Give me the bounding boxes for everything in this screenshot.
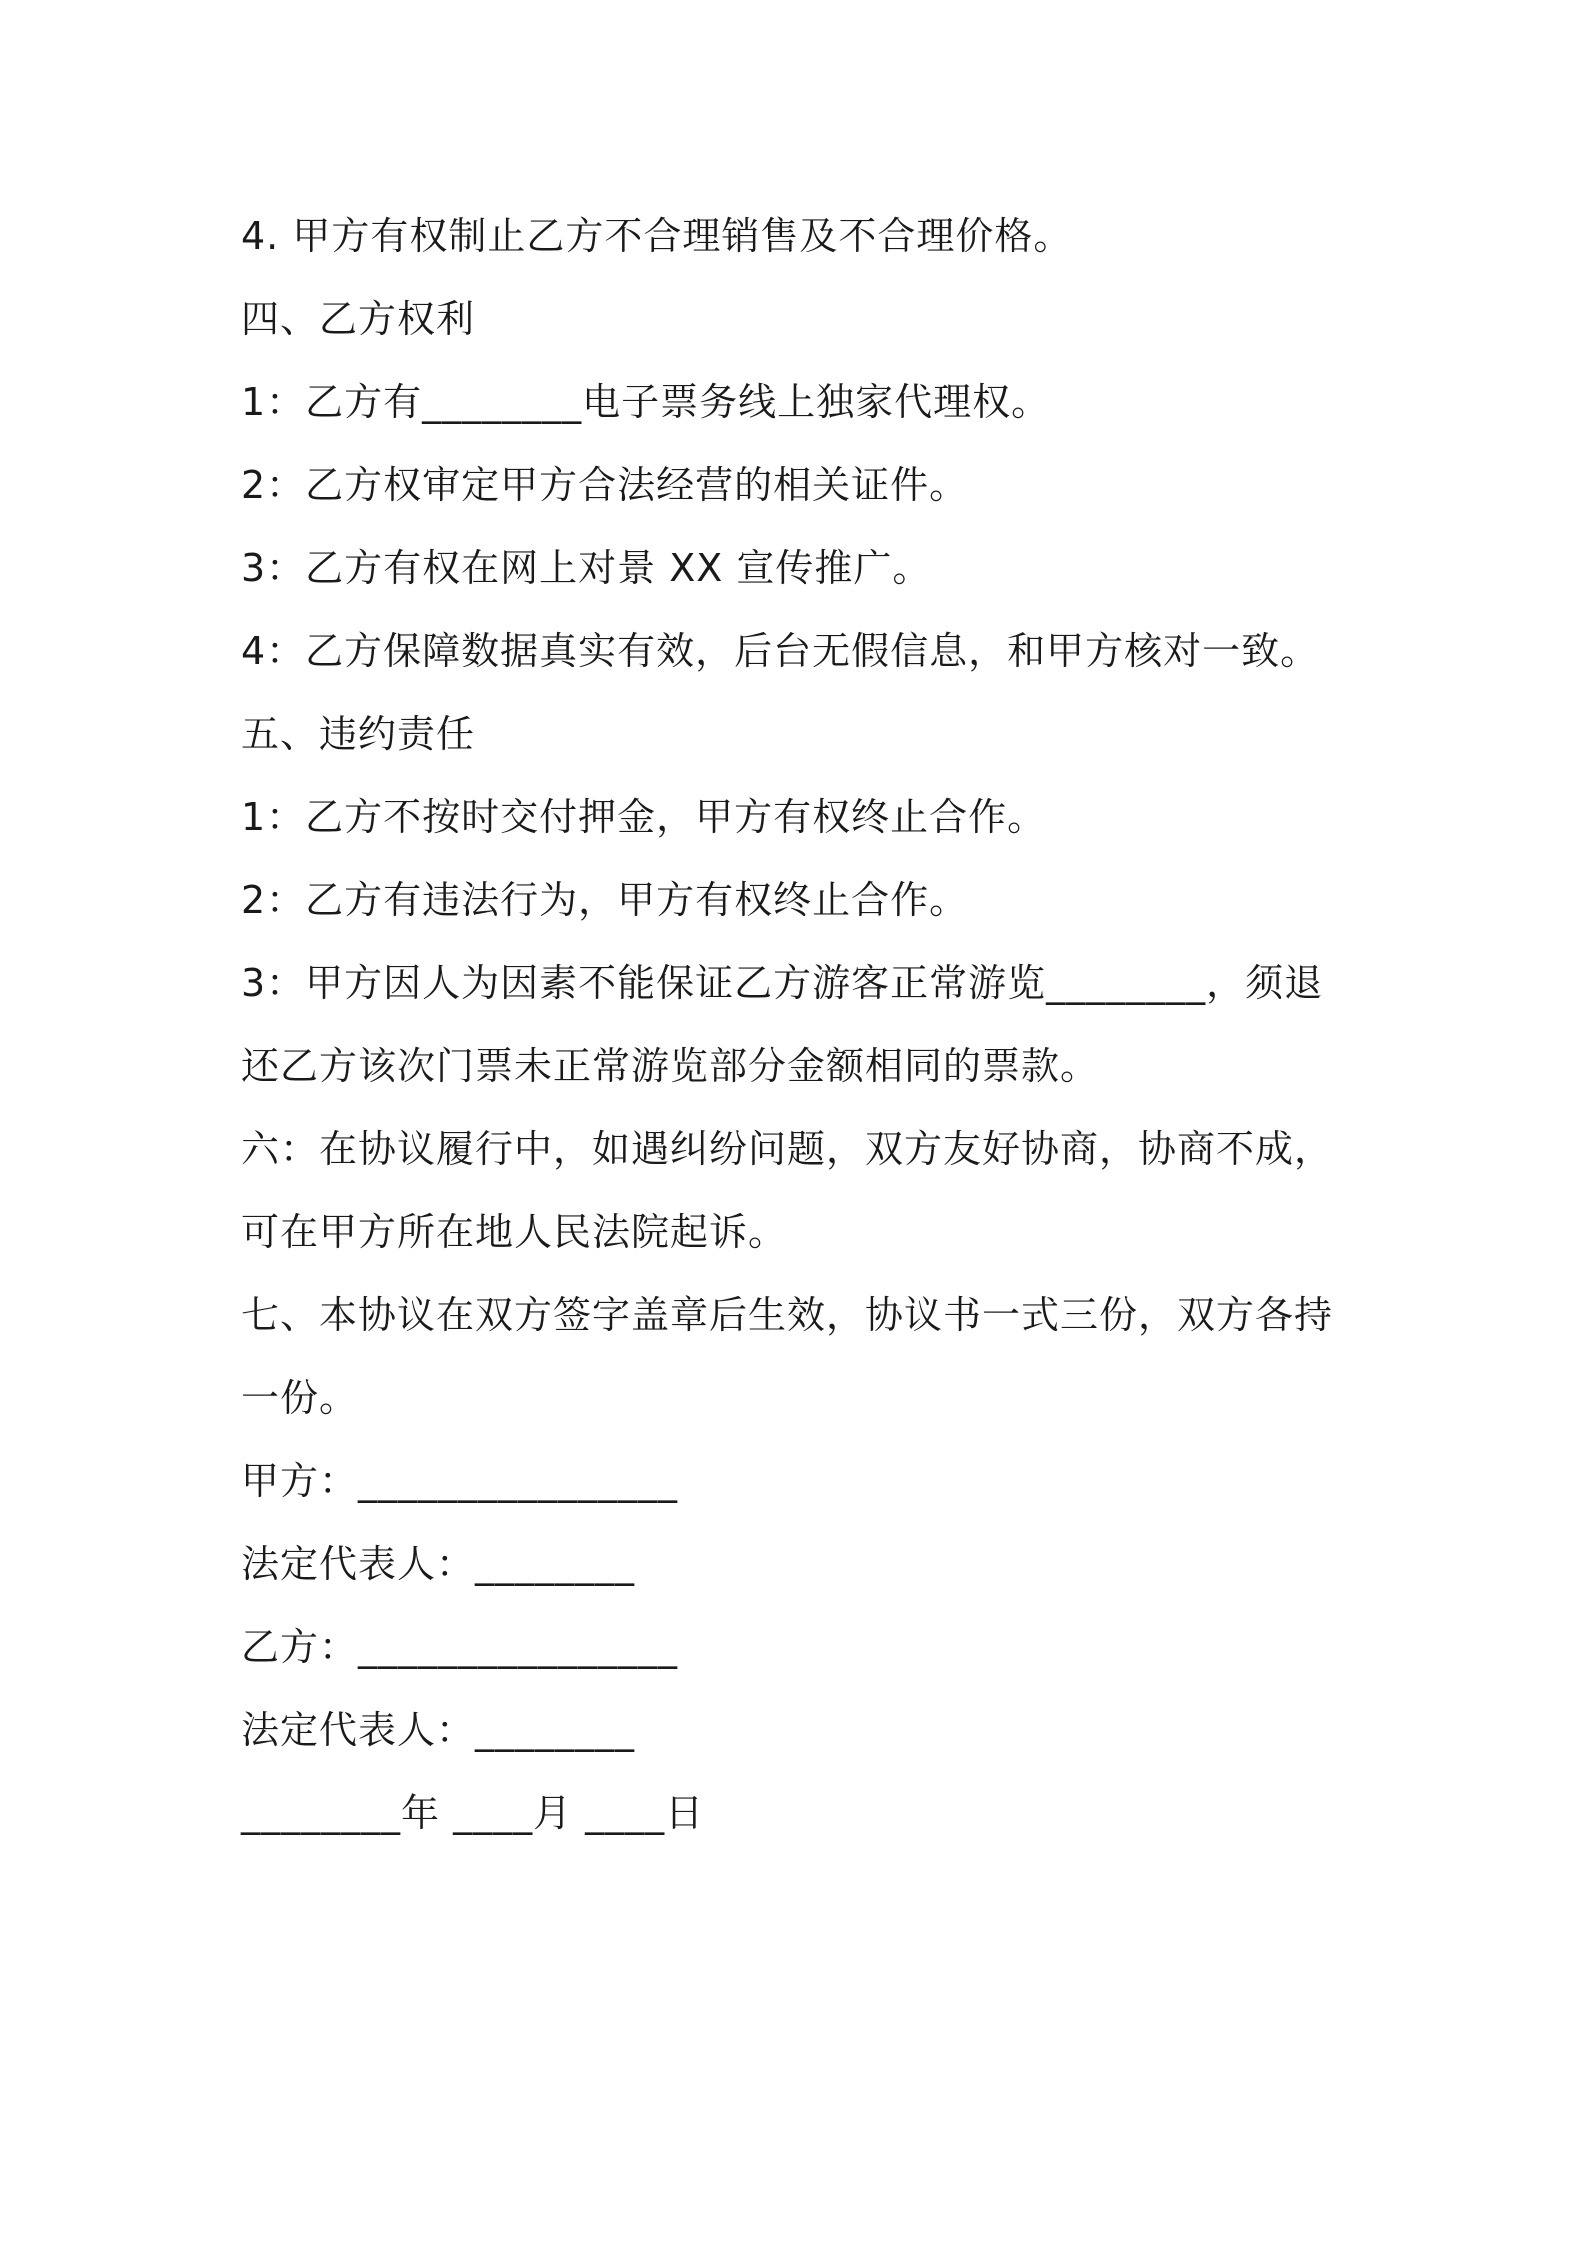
signature-party-a-representative: 法定代表人：________ [241, 1542, 636, 1586]
section-heading-breach-liability: 五、违约责任 [241, 712, 476, 756]
clause-party-b-right-1: 1：乙方有________电子票务线上独家代理权。 [241, 380, 1051, 424]
clause-dispute-line-2: 可在甲方所在地人民法院起诉。 [241, 1210, 788, 1254]
clause-dispute-line-1: 六：在协议履行中，如遇纠纷问题，双方友好协商，协商不成， [241, 1127, 1334, 1171]
signature-party-b-representative: 法定代表人：________ [241, 1708, 636, 1752]
clause-party-a-right-4: 4. 甲方有权制止乙方不合理销售及不合理价格。 [241, 214, 1073, 258]
clause-party-b-right-4: 4：乙方保障数据真实有效，后台无假信息，和甲方核对一致。 [241, 629, 1320, 673]
signature-party-a: 甲方：________________ [241, 1459, 679, 1503]
clause-effect-line-1: 七、本协议在双方签字盖章后生效，协议书一式三份，双方各持 [241, 1293, 1334, 1337]
clause-party-b-right-2: 2：乙方权审定甲方合法经营的相关证件。 [241, 463, 969, 507]
clause-effect-line-2: 一份。 [241, 1376, 359, 1420]
document-body [241, 195, 1361, 1855]
section-heading-party-b-rights: 四、乙方权利 [241, 297, 476, 341]
clause-breach-3-line-1: 3：甲方因人为因素不能保证乙方游客正常游览________，须退 [241, 961, 1324, 1005]
clause-breach-1: 1：乙方不按时交付押金，甲方有权终止合作。 [241, 795, 1047, 839]
clause-party-b-right-3: 3：乙方有权在网上对景 XX 宣传推广。 [241, 546, 932, 590]
clause-breach-2: 2：乙方有违法行为，甲方有权终止合作。 [241, 878, 969, 922]
clause-breach-3-line-2: 还乙方该次门票未正常游览部分金额相同的票款。 [241, 1044, 1100, 1088]
signature-date: ________年 ____月 ____日 [241, 1791, 705, 1835]
signature-party-b: 乙方：________________ [241, 1625, 679, 1669]
